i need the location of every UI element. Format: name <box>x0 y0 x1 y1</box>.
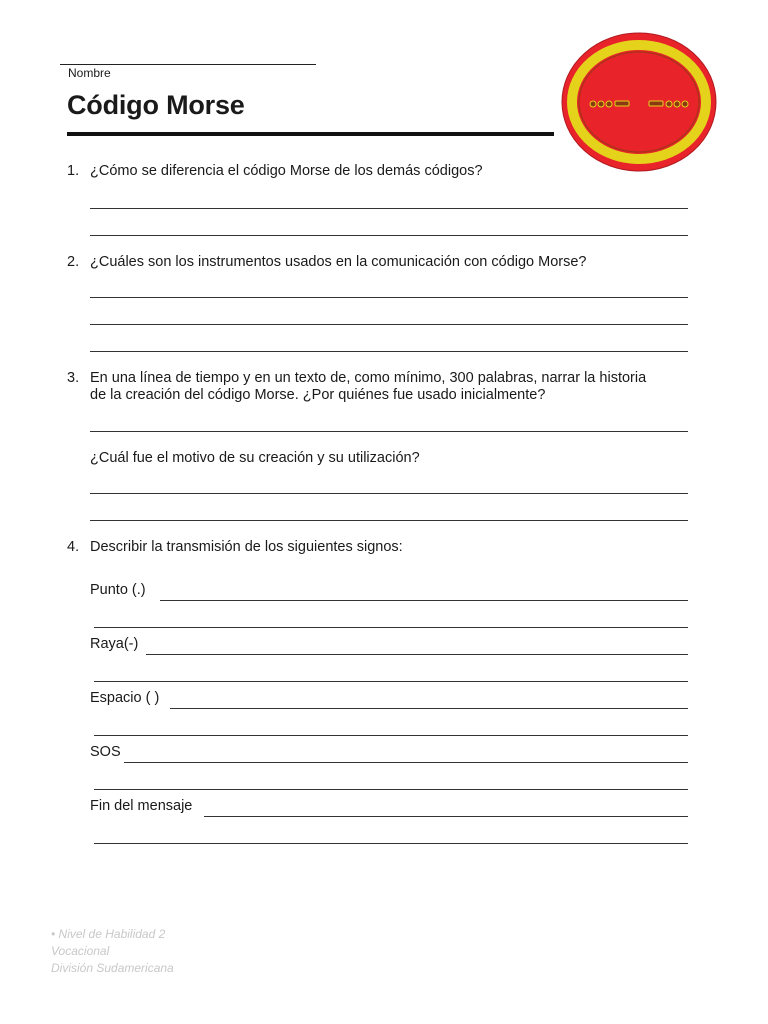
signal-label-fin: Fin del mensaje <box>90 798 193 814</box>
question-text: Describir la transmisión de los siguientes signos: <box>90 539 403 555</box>
question-text: ¿Cómo se diferencia el código Morse de los demás códigos? <box>90 163 483 179</box>
question-number: 2. <box>67 254 80 270</box>
question-number: 3. <box>67 370 80 386</box>
footer-line: División Sudamericana <box>51 961 174 975</box>
answer-line-espacio[interactable] <box>170 708 688 709</box>
answer-line[interactable] <box>90 351 688 352</box>
footer-note <box>51 926 174 977</box>
answer-line[interactable] <box>94 627 688 628</box>
answer-line[interactable] <box>94 735 688 736</box>
signal-label-espacio: Espacio ( ) <box>90 690 160 706</box>
question-text-continued: de la creación del código Morse. ¿Por quiénes fue usado inicialmente? <box>90 387 546 403</box>
answer-line-sos[interactable] <box>124 762 688 763</box>
answer-line[interactable] <box>94 843 688 844</box>
answer-line[interactable] <box>90 324 688 325</box>
answer-line[interactable] <box>90 297 688 298</box>
answer-line[interactable] <box>90 431 688 432</box>
name-label: Nombre <box>68 66 111 80</box>
page-title: Código Morse <box>67 90 245 120</box>
question-text: En una línea de tiempo y en un texto de, como mínimo, 300 palabras, narrar la historia <box>90 370 647 386</box>
signal-label-sos: SOS <box>90 744 121 760</box>
answer-line-fin[interactable] <box>204 816 688 817</box>
answer-line[interactable] <box>90 520 688 521</box>
footer-line: Vocacional <box>51 944 110 958</box>
footer-line: • Nivel de Habilidad 2 <box>51 927 166 941</box>
subquestion-text: ¿Cuál fue el motivo de su creación y su utilización? <box>90 450 420 466</box>
answer-line[interactable] <box>90 235 688 236</box>
answer-line[interactable] <box>90 208 688 209</box>
title-rule <box>67 132 554 136</box>
question-text: ¿Cuáles son los instrumentos usados en la comunicación con código Morse? <box>90 254 587 270</box>
signal-label-punto: Punto (.) <box>90 582 146 598</box>
morse-badge-icon <box>561 32 717 172</box>
answer-line[interactable] <box>94 789 688 790</box>
answer-line[interactable] <box>94 681 688 682</box>
question-number: 1. <box>67 163 80 179</box>
signal-label-raya: Raya(-) <box>90 636 139 652</box>
name-underline <box>60 64 316 65</box>
question-number: 4. <box>67 539 80 555</box>
answer-line-punto[interactable] <box>160 600 688 601</box>
answer-line[interactable] <box>90 493 688 494</box>
answer-line-raya[interactable] <box>146 654 688 655</box>
